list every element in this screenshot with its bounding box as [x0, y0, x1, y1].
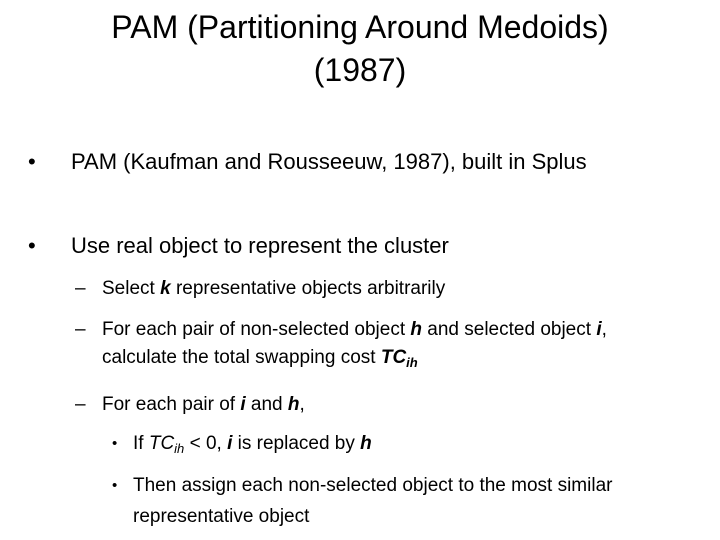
bullet-use-real-object	[28, 230, 688, 262]
text-part: is replaced by	[232, 433, 361, 454]
var-tc-subscript: ih	[406, 355, 418, 370]
slide-title	[0, 6, 720, 92]
var-tc-subscript: ih	[174, 441, 185, 456]
text-part: < 0,	[184, 433, 228, 454]
var-i: i	[227, 433, 233, 454]
var-h: h	[287, 394, 300, 415]
bullet-text: Use real object to represent the cluster	[71, 233, 449, 258]
dash-marker: –	[75, 394, 86, 415]
slide-title-line1: PAM (Partitioning Around Medoids)	[111, 9, 609, 45]
sub-bullet-text	[102, 391, 675, 419]
text-part: ,	[299, 394, 305, 415]
var-i: i	[240, 394, 246, 415]
sub-bullet-text	[102, 275, 675, 303]
text-part: For each pair of non-selected object	[102, 319, 411, 340]
text-part: and selected object	[422, 319, 597, 340]
bullet-pam-kaufman	[28, 146, 688, 178]
dash-marker: –	[75, 319, 86, 340]
dash-marker: –	[75, 278, 86, 299]
text-part: If	[133, 433, 149, 454]
text-part: and	[245, 394, 288, 415]
text-part: For each pair of	[102, 394, 241, 415]
sub-bullet-select-k	[75, 275, 675, 303]
bullet-marker: •	[112, 477, 118, 494]
var-tc: TC	[148, 433, 175, 454]
bullet-text: PAM (Kaufman and Rousseeuw, 1987), built in Splus	[71, 149, 587, 174]
sub-bullet-text	[102, 316, 675, 372]
var-i: i	[596, 319, 602, 340]
sub-bullet-swapping-cost	[75, 316, 675, 372]
bullet-marker: •	[28, 233, 36, 258]
sub-bullet-each-pair	[75, 391, 675, 419]
var-k: k	[160, 278, 171, 299]
text-part: representative objects arbitrarily	[170, 278, 446, 299]
sub-sub-bullet-replace	[112, 428, 692, 459]
slide-title-line2: (1987)	[313, 52, 407, 88]
sub-sub-bullet-assign	[112, 470, 692, 532]
var-tc: TC	[380, 347, 407, 368]
var-h: h	[410, 319, 423, 340]
text-part: Select	[102, 278, 161, 299]
sub-sub-bullet-text: Then assign each non-selected object to the most similar representative object	[133, 475, 613, 527]
var-h: h	[360, 433, 372, 454]
bullet-marker: •	[28, 149, 36, 174]
text-part: , calculate the total swapping cost	[102, 319, 607, 368]
sub-sub-bullet-text	[133, 428, 692, 459]
bullet-marker: •	[112, 435, 118, 452]
